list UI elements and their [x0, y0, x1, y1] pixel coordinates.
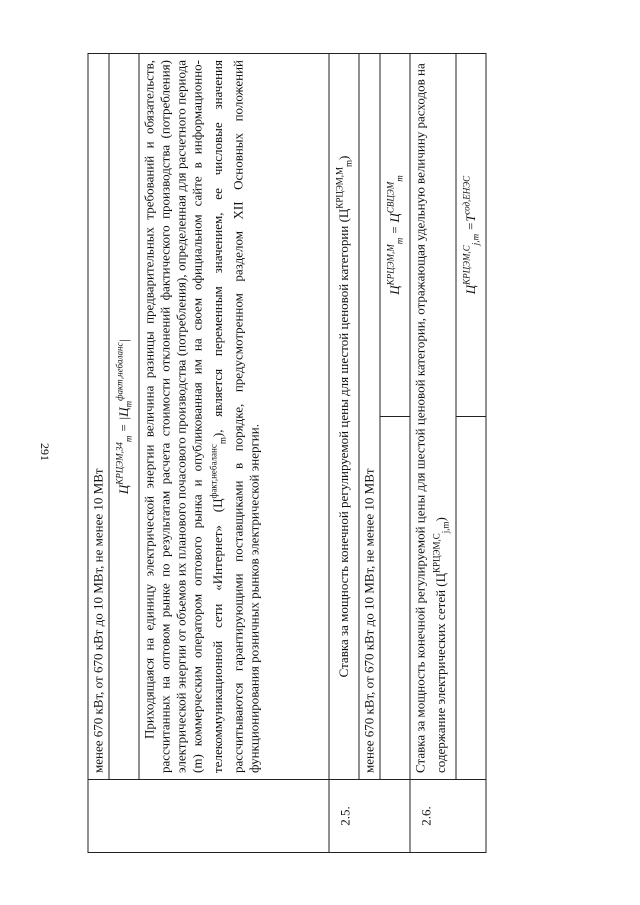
row-number-empty — [88, 780, 329, 853]
formula-capacity-price: $Ц^{КРЦЭМ,М}_m = Ц^{СВЦЭМ}_m$ — [380, 54, 410, 417]
tariff-table — [88, 53, 487, 853]
formula-network-maintenance: $Ц^{КРЦЭМ,С}_{j,m} =Т^{сод,ЕНЭС}$ — [456, 54, 486, 417]
row-2-5-empty-cell — [380, 417, 410, 780]
row-number-2-5: 2.5. — [329, 780, 410, 853]
formula-imbalance: $Ц^{КРЦЭМ,34}_m = |Ц_m^{факт,небаланс}|$ — [109, 54, 139, 780]
row-2-5-title: Ставка за мощность конечной регулируемой цены для шестой ценовой категории $(Ц^{КРЦЭМ,М}_m)$ — [329, 54, 359, 780]
imbalance-definition-paragraph: Приходящаяся на единицу электрической энергии величина разницы предварительных требований и обязательств, рассчитанных на оптовом рынке по результатам расчета стоимости отклонений фактического производства (потребления) электрической энергии от объемов их планового почасового производства (потребления), определенная для расчетного периода (m) коммерческим оператором оптового рынка и опубликованная им на своем официальном сайте в информационно-телекоммуникационной сети «Интернет» $(Ц^{факт,небаланс}_m)$, является переменным значением, ее числовые значения рассчитываются гарантирующими поставщиками в порядке, предусмотренном разделом XII Основных положений функционирования розничных рынков электрической энергии. — [139, 54, 329, 780]
row-2-6-title: Ставка за мощность конечной регулируемой цены для шестой ценовой категории, отражающая удельную величину расходов на содержание электрических сетей $(Ц^{КРЦЭМ,С}_{j,m})$ — [410, 54, 456, 780]
row-2-5-voltage-label: менее 670 кВт, от 670 кВт до 10 МВт, не менее 10 МВт — [359, 54, 380, 780]
row-2-6-empty-cell — [456, 417, 486, 780]
page-number: 291 — [38, 443, 52, 461]
voltage-range-label: менее 670 кВт, от 670 кВт до 10 МВт, не менее 10 МВт — [88, 54, 109, 780]
rotated-table-container — [88, 53, 481, 853]
row-number-2-6: 2.6. — [410, 780, 486, 853]
